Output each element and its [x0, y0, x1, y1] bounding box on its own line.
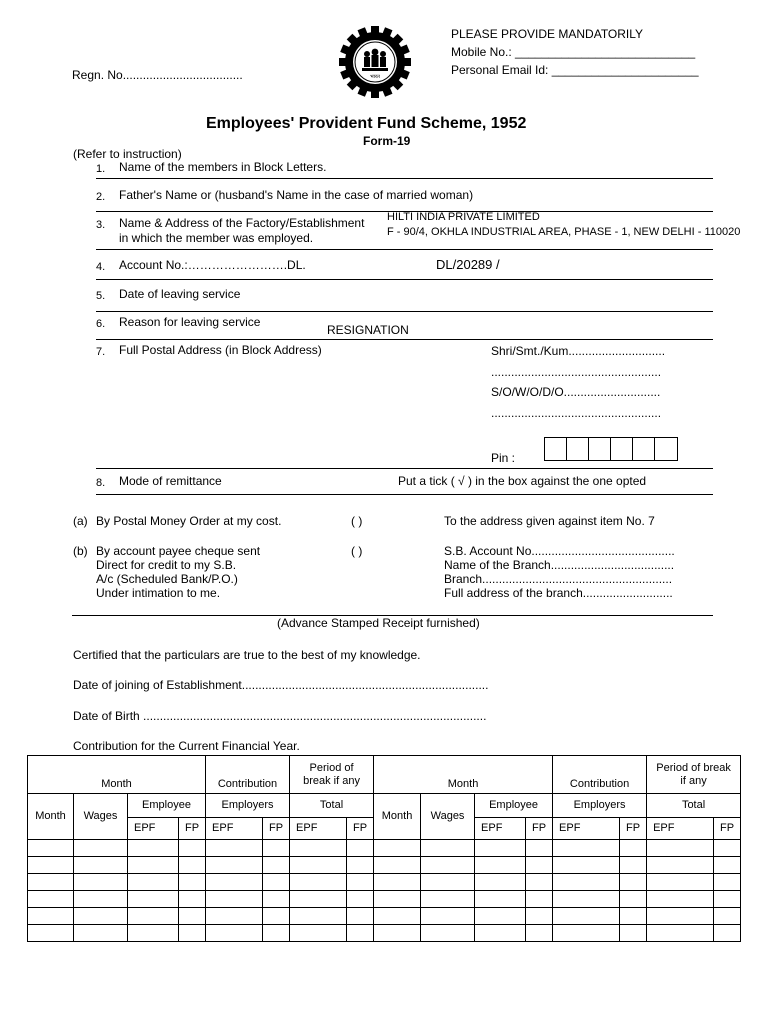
date-of-birth: Date of Birth .......................................................................................................	[73, 709, 487, 723]
pin-code-boxes[interactable]	[544, 437, 678, 461]
fp-header: FP	[347, 818, 374, 840]
item-1-label: Name of the members in Block Letters.	[119, 160, 327, 174]
branch-name-field[interactable]: Name of the Branch.....................................	[444, 558, 675, 572]
item-6-label: Reason for leaving service	[119, 315, 261, 329]
contribution-header: Contribution	[553, 756, 647, 794]
divider	[96, 311, 713, 312]
wages-header: Wages	[74, 794, 128, 840]
epf-header: EPF	[475, 818, 526, 840]
divider	[96, 494, 713, 495]
fp-header: FP	[263, 818, 290, 840]
divider	[96, 279, 713, 280]
option-b-label: (b)	[73, 544, 88, 558]
total-header: Total	[290, 794, 374, 818]
table-row	[28, 891, 741, 908]
option-b-text: Under intimation to me.	[96, 586, 221, 600]
pin-digit-box[interactable]	[567, 438, 589, 460]
month-header: Month	[374, 794, 421, 840]
month-group-header: Month	[374, 756, 553, 794]
option-b-text: A/c (Scheduled Bank/P.O.)	[96, 572, 238, 586]
branch-address-field[interactable]: Full address of the branch...........................	[444, 586, 673, 600]
table-row	[28, 908, 741, 925]
option-a-text: By Postal Money Order at my cost.	[96, 514, 282, 528]
sb-account-field[interactable]: S.B. Account No...........................................	[444, 544, 675, 558]
item-4-number: 4.	[96, 261, 106, 273]
mobile-field[interactable]: Mobile No.: ___________________________	[451, 45, 696, 59]
refer-instruction: (Refer to instruction)	[73, 147, 182, 161]
branch-field[interactable]: Branch.........................................................	[444, 572, 673, 586]
fp-header: FP	[526, 818, 553, 840]
date-of-joining: Date of joining of Establishment..........................................................................	[73, 678, 489, 692]
pin-label: Pin :	[491, 451, 516, 465]
epf-header: EPF	[128, 818, 179, 840]
form-title: Employees' Provident Fund Scheme, 1952	[206, 115, 527, 132]
item-3-label-2: in which the member was employed.	[119, 231, 314, 245]
break-period-text: Period of break if any	[303, 761, 360, 787]
fp-header: FP	[179, 818, 206, 840]
option-a-label: (a)	[73, 514, 88, 528]
item-7-label: Full Postal Address (in Block Address)	[119, 343, 322, 357]
item-8-label: Mode of remittance	[119, 474, 222, 488]
option-b-text: By account payee cheque sent	[96, 544, 261, 558]
table-row	[28, 925, 741, 942]
account-number: DL/20289 /	[436, 257, 500, 272]
wages-header: Wages	[421, 794, 475, 840]
option-a-checkbox[interactable]: ( )	[351, 514, 363, 528]
logo-text: भारत	[370, 74, 380, 80]
fp-header: FP	[714, 818, 741, 840]
employers-header: Employers	[553, 794, 647, 818]
epf-header: EPF	[206, 818, 263, 840]
item-6-number: 6.	[96, 318, 106, 330]
item-5-label: Date of leaving service	[119, 287, 241, 301]
option-b-checkbox[interactable]: ( )	[351, 544, 363, 558]
total-header: Total	[647, 794, 741, 818]
contribution-table	[27, 755, 741, 942]
relation-line: S/O/W/O/D/O.............................	[491, 385, 661, 399]
mandatory-note: PLEASE PROVIDE MANDATORILY	[451, 27, 644, 41]
break-period-header	[290, 756, 374, 794]
contribution-header: Contribution	[206, 756, 290, 794]
fp-header: FP	[620, 818, 647, 840]
address-line: ...................................................	[491, 406, 662, 420]
tick-instruction: Put a tick ( √ ) in the box against the one opted	[398, 474, 647, 488]
divider	[96, 178, 713, 179]
item-5-number: 5.	[96, 290, 106, 302]
divider	[96, 249, 713, 250]
table-row	[28, 874, 741, 891]
month-group-header: Month	[28, 756, 206, 794]
leaving-reason: RESIGNATION	[327, 323, 409, 337]
employee-header: Employee	[475, 794, 553, 818]
contribution-heading: Contribution for the Current Financial Year.	[73, 739, 300, 753]
establishment-address: F - 90/4, OKHLA INDUSTRIAL AREA, PHASE - 1, NEW DELHI - 110020	[387, 226, 741, 238]
month-header: Month	[28, 794, 74, 840]
pin-digit-box[interactable]	[655, 438, 677, 460]
table-row	[28, 840, 741, 857]
employers-header: Employers	[206, 794, 290, 818]
item-4-label: Account No.:…………………….DL.	[119, 258, 306, 272]
item-3-number: 3.	[96, 219, 106, 231]
item-2-number: 2.	[96, 191, 106, 203]
break-period-text: Period of break if any	[656, 761, 731, 787]
address-line: ...................................................	[491, 365, 662, 379]
epf-header: EPF	[647, 818, 714, 840]
epf-header: EPF	[553, 818, 620, 840]
epf-header: EPF	[290, 818, 347, 840]
divider	[96, 339, 713, 340]
item-1-number: 1.	[96, 163, 106, 175]
divider	[96, 468, 713, 469]
break-period-header	[647, 756, 741, 794]
pin-digit-box[interactable]	[545, 438, 567, 460]
regn-number: Regn. No....................................	[72, 68, 243, 82]
table-row	[28, 857, 741, 874]
item-7-number: 7.	[96, 346, 106, 358]
certification: Certified that the particulars are true to the best of my knowledge.	[73, 648, 421, 662]
item-8-number: 8.	[96, 477, 106, 489]
pin-digit-box[interactable]	[589, 438, 611, 460]
item-3-label: Name & Address of the Factory/Establishment	[119, 216, 365, 230]
establishment-name: HILTI INDIA PRIVATE LIMITED	[387, 211, 540, 223]
employee-header: Employee	[128, 794, 206, 818]
option-a-detail: To the address given against item No. 7	[444, 514, 655, 528]
receipt-note: (Advance Stamped Receipt furnished)	[277, 616, 480, 630]
email-field[interactable]: Personal Email Id: ______________________	[451, 63, 699, 77]
pin-digit-box[interactable]	[633, 438, 655, 460]
form-number: Form-19	[363, 134, 411, 148]
address-name-line: Shri/Smt./Kum.............................	[491, 344, 666, 358]
item-2-label: Father's Name or (husband's Name in the case of married woman)	[119, 188, 474, 202]
option-b-text: Direct for credit to my S.B.	[96, 558, 237, 572]
epfo-logo	[337, 24, 413, 100]
pin-digit-box[interactable]	[611, 438, 633, 460]
